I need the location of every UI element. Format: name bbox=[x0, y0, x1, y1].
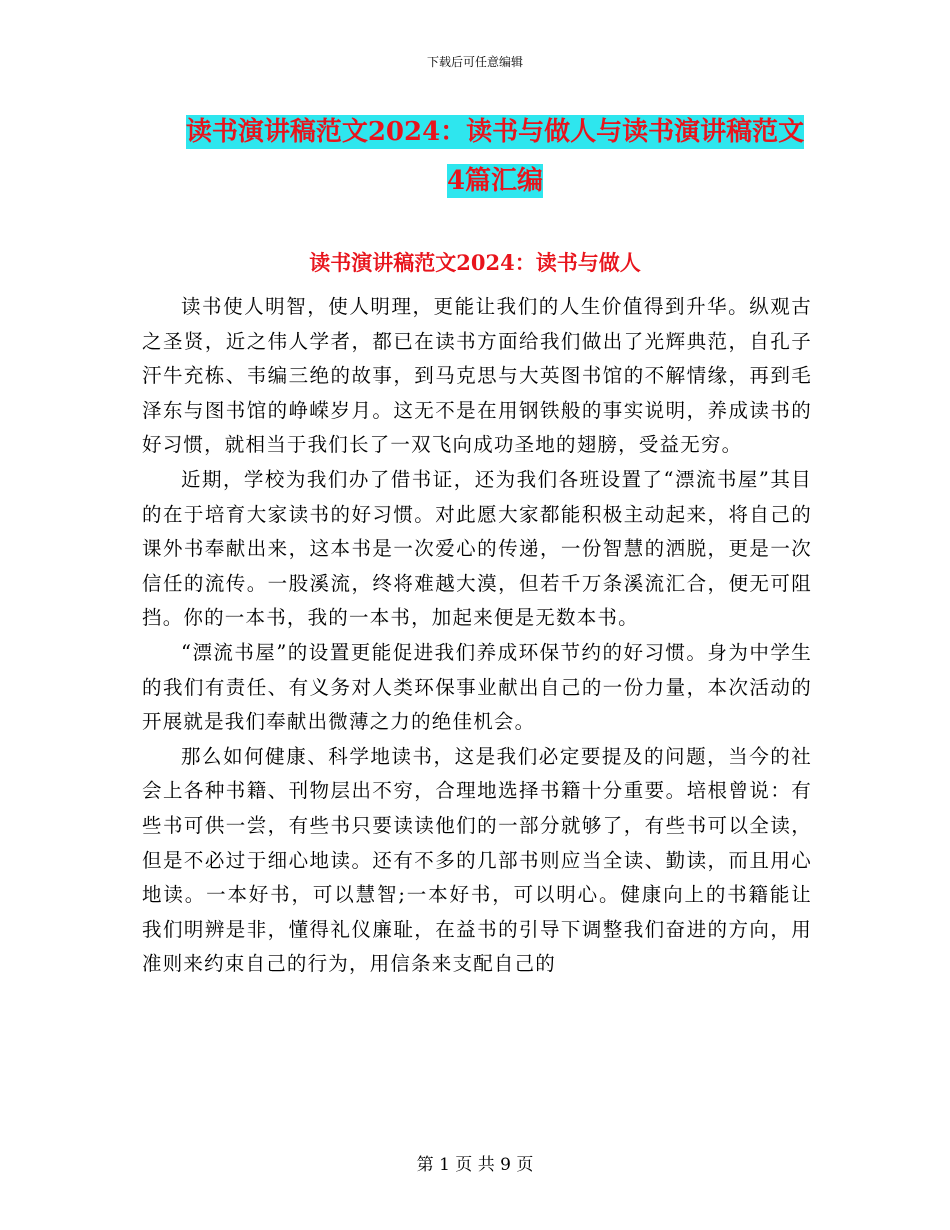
section-title: 读书演讲稿范文2024：读书与做人 bbox=[309, 250, 641, 275]
page-number-footer: 第 1 页 共 9 页 bbox=[416, 1155, 534, 1175]
body-text bbox=[142, 290, 812, 982]
paragraph: 读书使人明智，使人明理，更能让我们的人生价值得到升华。纵观古之圣贤，近之伟人学者，都已在读书方面给我们做出了光辉典范，自孔子汗牛充栋、韦编三绝的故事，到马克思与大英图书馆的不解情缘，再到毛泽东与图书馆的峥嵘岁月。这无不是在用钢铁般的事实说明，养成读书的好习惯，就相当于我们长了一双飞向成功圣地的翅膀，受益无穷。 bbox=[142, 295, 812, 457]
paragraph: 那么如何健康、科学地读书，这是我们必定要提及的问题，当今的社会上各种书籍、刊物层出不穷，合理地选择书籍十分重要。培根曾说：有些书可供一尝，有些书只要读读他们的一部分就够了，有些书可以全读，但是不必过于细心地读。还有不多的几部书则应当全读、勤读，而且用心地读。一本好书，可以慧智;一本好书，可以明心。健康向上的书籍能让我们明辨是非，懂得礼仪廉耻，在益书的引导下调整我们奋进的方向，用准则来约束自己的行为，用信条来支配自己的 bbox=[142, 744, 812, 976]
header-note: 下载后可任意编辑 bbox=[426, 55, 523, 69]
document-title bbox=[150, 112, 840, 201]
paragraph: “漂流书屋”的设置更能促进我们养成环保节约的好习惯。身为中学生的我们有责任、有义务对人类环保事业献出自己的一份力量，本次活动的开展就是我们奉献出微薄之力的绝佳机会。 bbox=[142, 640, 812, 734]
document-title-line-1: 读书演讲稿范文2024：读书与做人与读书演讲稿范文 bbox=[185, 117, 805, 147]
document-title-line-2: 4篇汇编 bbox=[446, 166, 544, 196]
paragraph: 近期，学校为我们办了借书证，还为我们各班设置了“漂流书屋”其目的在于培育大家读书的好习惯。对此愿大家都能积极主动起来，将自己的课外书奉献出来，这本书是一次爱心的传递，一份智慧的洒脱，更是一次信任的流传。一股溪流，终将难越大漠，但若千万条溪流汇合，便无可阻挡。你的一本书，我的一本书，加起来便是无数本书。 bbox=[142, 467, 812, 630]
